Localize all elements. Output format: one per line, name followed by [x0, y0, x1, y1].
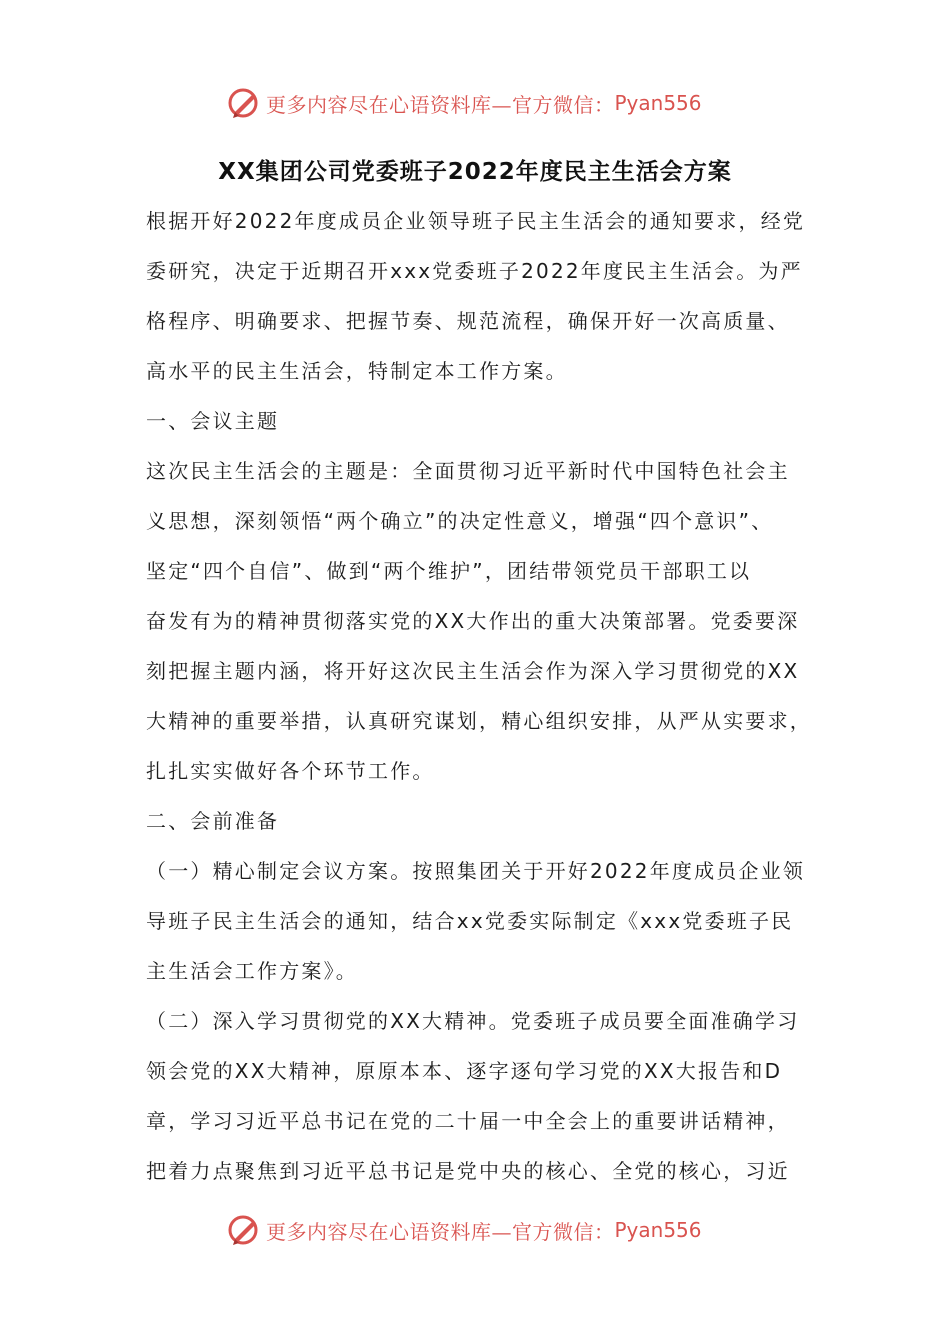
text-line: 领会党的XX大精神，原原本本、逐字逐句学习党的XX大报告和D [146, 1059, 783, 1083]
text-line: （一）精心制定会议方案。按照集团关于开好2022年度成员企业领 [146, 859, 806, 883]
banner-text: 更多内容尽在心语资料库—官方微信： [266, 1219, 615, 1244]
document-body [146, 196, 818, 1196]
section-heading: 一、会议主题 [146, 409, 280, 433]
text-line: 大精神的重要举措，认真研究谋划，精心组织安排，从严从实要求， [146, 709, 812, 733]
text-line: 导班子民主生活会的通知，结合xx党委实际制定《xxx党委班子民 [146, 909, 794, 933]
text-line: 把着力点聚焦到习近平总书记是党中央的核心、全党的核心，习近 [146, 1159, 790, 1183]
text-line: 章，学习习近平总书记在党的二十届一中全会上的重要讲话精神， [146, 1109, 790, 1133]
text-line: 高水平的民主生活会，特制定本工作方案。 [146, 359, 568, 383]
section-heading: 二、会前准备 [146, 809, 280, 833]
document-title: XX集团公司党委班子2022年度民主生活会方案 [218, 159, 732, 185]
text-line: 根据开好2022年度成员企业领导班子民主生活会的通知要求，经党 [146, 209, 806, 233]
banner-handle: Pyan556 [614, 91, 702, 115]
text-line: 这次民主生活会的主题是：全面贯彻习近平新时代中国特色社会主 [146, 459, 790, 483]
banner-handle: Pyan556 [614, 1218, 702, 1242]
text-line: 坚定“四个自信”、做到“两个维护”，团结带领党员干部职工以 [146, 559, 752, 583]
watermark-banner-top [226, 83, 746, 123]
text-line: 刻把握主题内涵，将开好这次民主生活会作为深入学习贯彻党的XX [146, 659, 800, 683]
watermark-banner-bottom [226, 1210, 746, 1250]
text-line: 奋发有为的精神贯彻落实党的XX大作出的重大决策部署。党委要深 [146, 609, 800, 633]
text-line: 主生活会工作方案》。 [146, 959, 358, 983]
pen-logo-icon [226, 1212, 262, 1248]
text-line: 扎扎实实做好各个环节工作。 [146, 759, 435, 783]
text-line: （二）深入学习贯彻党的XX大精神。党委班子成员要全面准确学习 [146, 1009, 800, 1033]
text-line: 委研究，决定于近期召开xxx党委班子2022年度民主生活会。为严 [146, 259, 803, 283]
pen-logo-icon [226, 85, 262, 121]
text-line: 义思想，深刻领悟“两个确立”的决定性意义，增强“四个意识”、 [146, 509, 774, 533]
text-line: 格程序、明确要求、把握节奏、规范流程，确保开好一次高质量、 [146, 309, 790, 333]
banner-text: 更多内容尽在心语资料库—官方微信： [266, 92, 615, 117]
